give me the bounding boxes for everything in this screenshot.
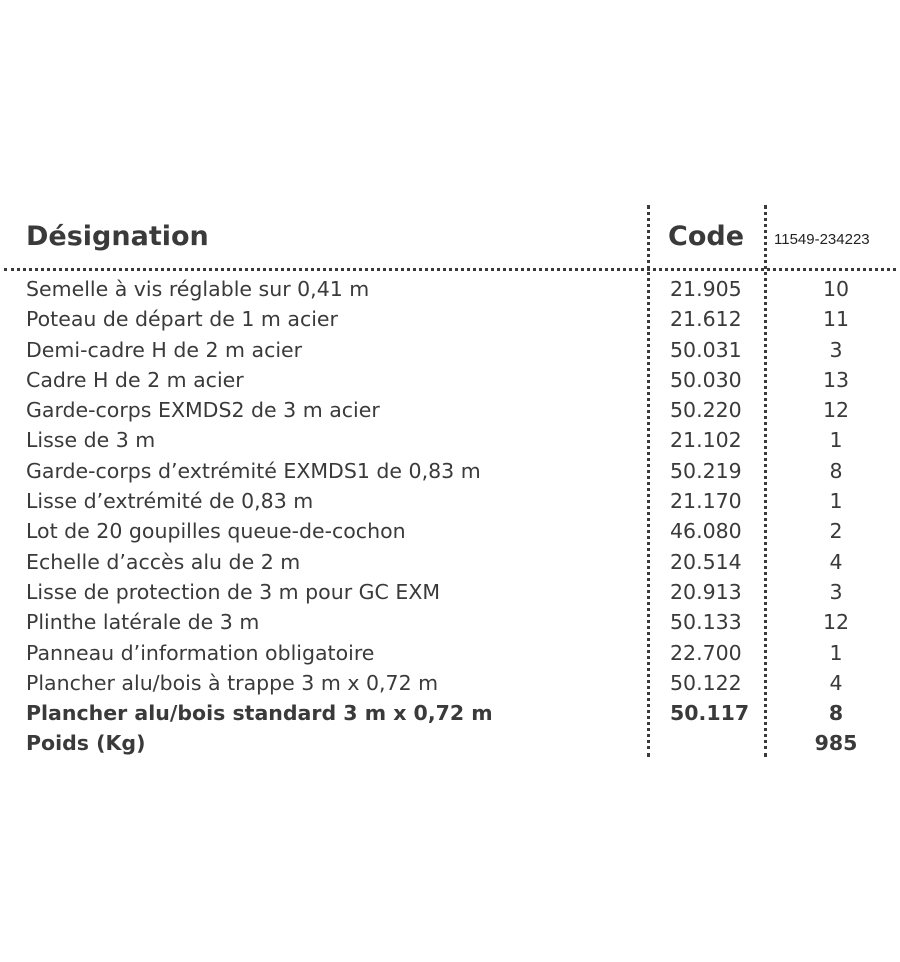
cell-code: 21.612 — [670, 307, 742, 332]
cell-code: 21.170 — [670, 489, 742, 514]
cell-code: 20.913 — [670, 579, 742, 604]
cell-code: 50.031 — [670, 337, 742, 362]
table-row — [0, 335, 900, 365]
table-row — [0, 638, 900, 668]
table-row — [0, 395, 900, 425]
cell-quantity: 1 — [829, 640, 843, 665]
cell-designation: Lisse d’extrémité de 0,83 m — [26, 489, 314, 514]
cell-quantity: 8 — [828, 701, 844, 726]
cell-designation: Cadre H de 2 m acier — [26, 367, 244, 392]
table-row — [0, 456, 900, 486]
table-row — [0, 577, 900, 607]
table-row — [0, 365, 900, 395]
cell-quantity: 12 — [822, 610, 850, 635]
table-row — [0, 516, 900, 546]
cell-quantity: 13 — [822, 367, 850, 392]
cell-quantity: 1 — [829, 428, 843, 453]
cell-designation: Lot de 20 goupilles queue-de-cochon — [26, 519, 406, 544]
cell-quantity: 4 — [829, 670, 843, 695]
cell-designation: Garde-corps d’extrémité EXMDS1 de 0,83 m — [26, 458, 481, 483]
cell-code: 50.122 — [670, 670, 742, 695]
cell-designation: Poteau de départ de 1 m acier — [26, 307, 338, 332]
cell-quantity: 985 — [814, 731, 858, 756]
table-row — [0, 698, 900, 728]
cell-designation: Plinthe latérale de 3 m — [26, 610, 260, 635]
table-body — [0, 274, 900, 759]
cell-code: 46.080 — [670, 519, 742, 544]
cell-designation: Poids (Kg) — [26, 731, 146, 756]
cell-designation: Echelle d’accès alu de 2 m — [26, 549, 301, 574]
cell-designation: Plancher alu/bois à trappe 3 m x 0,72 m — [26, 670, 439, 695]
cell-code: 21.102 — [670, 428, 742, 453]
table-row — [0, 607, 900, 637]
cell-designation: Panneau d’information obligatoire — [26, 640, 375, 665]
cell-quantity: 12 — [822, 398, 850, 423]
cell-code: 50.133 — [670, 610, 742, 635]
header-code: Code — [668, 221, 745, 252]
table-row — [0, 486, 900, 516]
table-row — [0, 547, 900, 577]
cell-quantity: 4 — [829, 549, 843, 574]
cell-code: 22.700 — [670, 640, 742, 665]
table-row — [0, 728, 900, 758]
table-row — [0, 425, 900, 455]
cell-designation: Plancher alu/bois standard 3 m x 0,72 m — [26, 701, 493, 726]
table-row — [0, 668, 900, 698]
cell-quantity: 8 — [829, 458, 843, 483]
header-designation: Désignation — [26, 221, 209, 252]
header-divider — [4, 268, 896, 271]
cell-designation: Lisse de 3 m — [26, 428, 156, 453]
table-row — [0, 304, 900, 334]
cell-quantity: 3 — [829, 337, 843, 362]
cell-designation: Garde-corps EXMDS2 de 3 m acier — [26, 398, 380, 423]
cell-quantity: 2 — [829, 519, 843, 544]
cell-code: 21.905 — [670, 277, 742, 301]
cell-code: 50.219 — [670, 458, 742, 483]
cell-code: 20.514 — [670, 549, 742, 574]
cell-designation: Semelle à vis réglable sur 0,41 m — [26, 277, 370, 301]
cell-code: 50.117 — [670, 701, 750, 726]
cell-designation: Demi-cadre H de 2 m acier — [26, 337, 303, 362]
cell-code: 50.220 — [670, 398, 742, 423]
cell-code: 50.030 — [670, 367, 742, 392]
cell-quantity: 3 — [829, 579, 843, 604]
cell-quantity: 11 — [822, 307, 850, 332]
table-row — [0, 274, 900, 304]
cell-quantity: 10 — [822, 277, 850, 301]
cell-designation: Lisse de protection de 3 m pour GC EXM — [26, 579, 441, 604]
header-reference: 11549-234223 — [774, 231, 870, 248]
cell-quantity: 1 — [829, 489, 843, 514]
